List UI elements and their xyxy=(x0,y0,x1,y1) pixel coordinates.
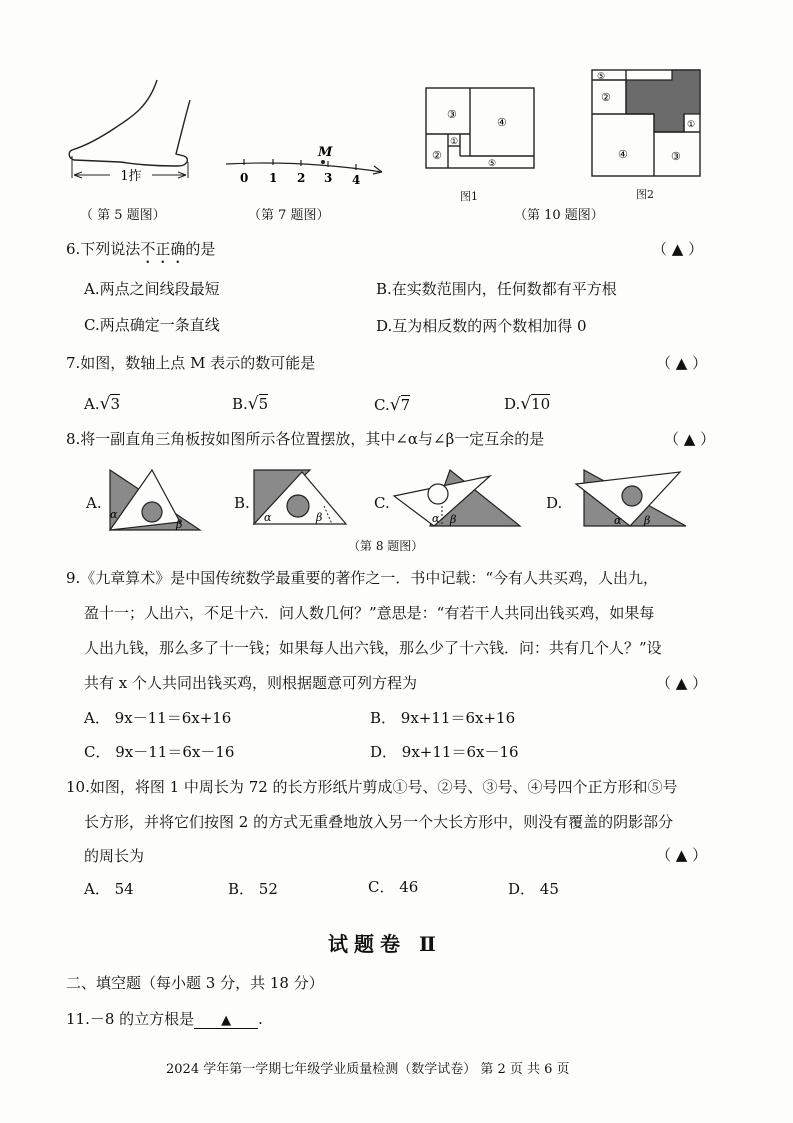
q7-option-d: D.√10 xyxy=(504,394,551,414)
svg-text:0: 0 xyxy=(240,171,249,185)
q7-option-a: A.√3 xyxy=(84,394,120,414)
q7-answer-mark: （ ▲ ） xyxy=(656,354,708,372)
svg-text:β: β xyxy=(176,518,183,531)
svg-text:3: 3 xyxy=(324,171,333,185)
svg-text:α: α xyxy=(432,512,440,525)
svg-text:⑤: ⑤ xyxy=(488,159,497,169)
q8-caption: （第 8 题图） xyxy=(348,539,424,553)
q9-answer-mark: （ ▲ ） xyxy=(656,674,708,692)
part-2-heading: 二、填空题（每小题 3 分，共 18 分） xyxy=(66,974,324,992)
q7-stem: 7.如图，数轴上点 M 表示的数可能是 xyxy=(66,354,316,372)
svg-text:①: ① xyxy=(687,120,696,130)
rectangle-cut-diagram xyxy=(420,84,540,176)
svg-text:②: ② xyxy=(432,149,442,162)
fig7-caption: （第 7 题图） xyxy=(248,208,330,223)
svg-text:①: ① xyxy=(450,137,459,147)
q10-line-1: 10.如图，将图 1 中周长为 72 的长方形纸片剪成①号、②号、③号、④号四个正方形和⑤号 xyxy=(66,778,678,796)
q9-line-1: 9.《九章算术》是中国传统数学最重要的著作之一．书中记载：“今有人共买鸡，人出九， xyxy=(66,569,658,587)
svg-text:③: ③ xyxy=(671,150,681,163)
q11: 11.－8 的立方根是 ▲ . xyxy=(66,1010,263,1028)
q10-option-c: C． 46 xyxy=(368,878,419,896)
svg-text:β: β xyxy=(316,511,323,524)
fig5-caption: （ 第 5 题图） xyxy=(80,208,166,223)
rearranged-squares-diagram xyxy=(586,66,706,180)
q8-figure-d xyxy=(570,466,690,532)
q8-option-a-label: A. xyxy=(86,494,102,512)
svg-text:③: ③ xyxy=(447,108,457,121)
q9-option-a: A． 9x－11＝6x+16 xyxy=(84,709,232,727)
figure-q10-1 xyxy=(420,84,540,176)
q10-answer-mark: （ ▲ ） xyxy=(656,846,708,864)
number-line xyxy=(222,140,392,190)
q8-option-b-label: B. xyxy=(234,494,250,512)
q9-line-4: 共有 x 个人共同出钱买鸡，则根据题意可列方程为 xyxy=(84,674,417,692)
svg-text:②: ② xyxy=(601,91,611,104)
q9-option-d: D． 9x+11＝6x－16 xyxy=(370,743,519,761)
q6-option-b: B.在实数范围内，任何数都有平方根 xyxy=(376,280,617,298)
q6-stem: 6.下列说法不正确的是 xyxy=(66,240,216,258)
q9-line-2: 盈十一；人出六，不足十六．问人数几何？”意思是：“有若干人共同出钱买鸡，如果每 xyxy=(84,604,655,622)
svg-text:α: α xyxy=(110,508,118,521)
svg-text:④: ④ xyxy=(618,148,628,161)
q10-line-2: 长方形，并将它们按图 2 的方式无重叠地放入另一个大长方形中，则没有覆盖的阴影部分 xyxy=(84,813,674,831)
q6-answer-mark: （ ▲ ） xyxy=(652,240,704,258)
section-title: 试题卷 Ⅱ xyxy=(328,932,442,956)
q8-figure-c xyxy=(390,466,530,530)
svg-text:④: ④ xyxy=(497,116,507,129)
fig10-img1-label: 图1 xyxy=(460,190,478,203)
figure-q7-number-line xyxy=(222,140,392,190)
hand-span-drawing xyxy=(60,78,210,193)
point-m xyxy=(321,160,325,164)
svg-text:α: α xyxy=(614,514,622,527)
q6-option-d: D.互为相反数的两个数相加得 0 xyxy=(376,317,587,335)
svg-text:4: 4 xyxy=(352,173,361,187)
fig10-img2-label: 图2 xyxy=(636,188,654,201)
q10-option-b: B． 52 xyxy=(228,880,278,898)
span-label: 1拃 xyxy=(120,169,142,184)
q11-answer-blank: ▲ xyxy=(194,1013,258,1029)
q7-option-b: B.√5 xyxy=(232,394,269,414)
q7-option-c: C.√7 xyxy=(374,395,411,415)
q8-stem: 8.将一副直角三角板按如图所示各位置摆放，其中∠α与∠β一定互余的是 xyxy=(66,430,545,448)
svg-text:α: α xyxy=(264,511,272,524)
svg-text:1: 1 xyxy=(269,171,278,185)
q8-figure-b xyxy=(250,466,350,528)
q9-option-b: B． 9x+11＝6x+16 xyxy=(370,709,516,727)
q6-option-c: C.两点确定一条直线 xyxy=(84,316,220,334)
svg-text:β: β xyxy=(644,514,651,527)
q8-option-d-label: D. xyxy=(546,494,563,512)
svg-text:⑤: ⑤ xyxy=(597,72,606,82)
q10-option-a: A． 54 xyxy=(84,880,134,898)
figure-q5 xyxy=(60,78,210,193)
q8-option-c-label: C. xyxy=(374,494,390,512)
fig10-caption: （第 10 题图） xyxy=(514,208,604,223)
svg-text:2: 2 xyxy=(297,171,306,185)
q10-option-d: D． 45 xyxy=(508,880,559,898)
figure-q10-2 xyxy=(586,66,706,180)
q8-figure-a xyxy=(100,466,206,536)
q10-line-3: 的周长为 xyxy=(84,847,145,865)
q8-answer-mark: （ ▲ ） xyxy=(664,430,716,448)
q9-line-3: 人出九钱，那么多了十一钱；如果每人出六钱，那么少了十六钱．问：共有几个人？”设 xyxy=(84,639,662,657)
svg-text:β: β xyxy=(450,513,457,526)
page-footer: 2024 学年第一学期七年级学业质量检测（数学试卷） 第 2 页 共 6 页 xyxy=(166,1062,570,1077)
q6-option-a: A.两点之间线段最短 xyxy=(84,280,220,298)
q9-option-c: C． 9x－11＝6x－16 xyxy=(84,743,235,761)
svg-text:M: M xyxy=(318,145,333,160)
